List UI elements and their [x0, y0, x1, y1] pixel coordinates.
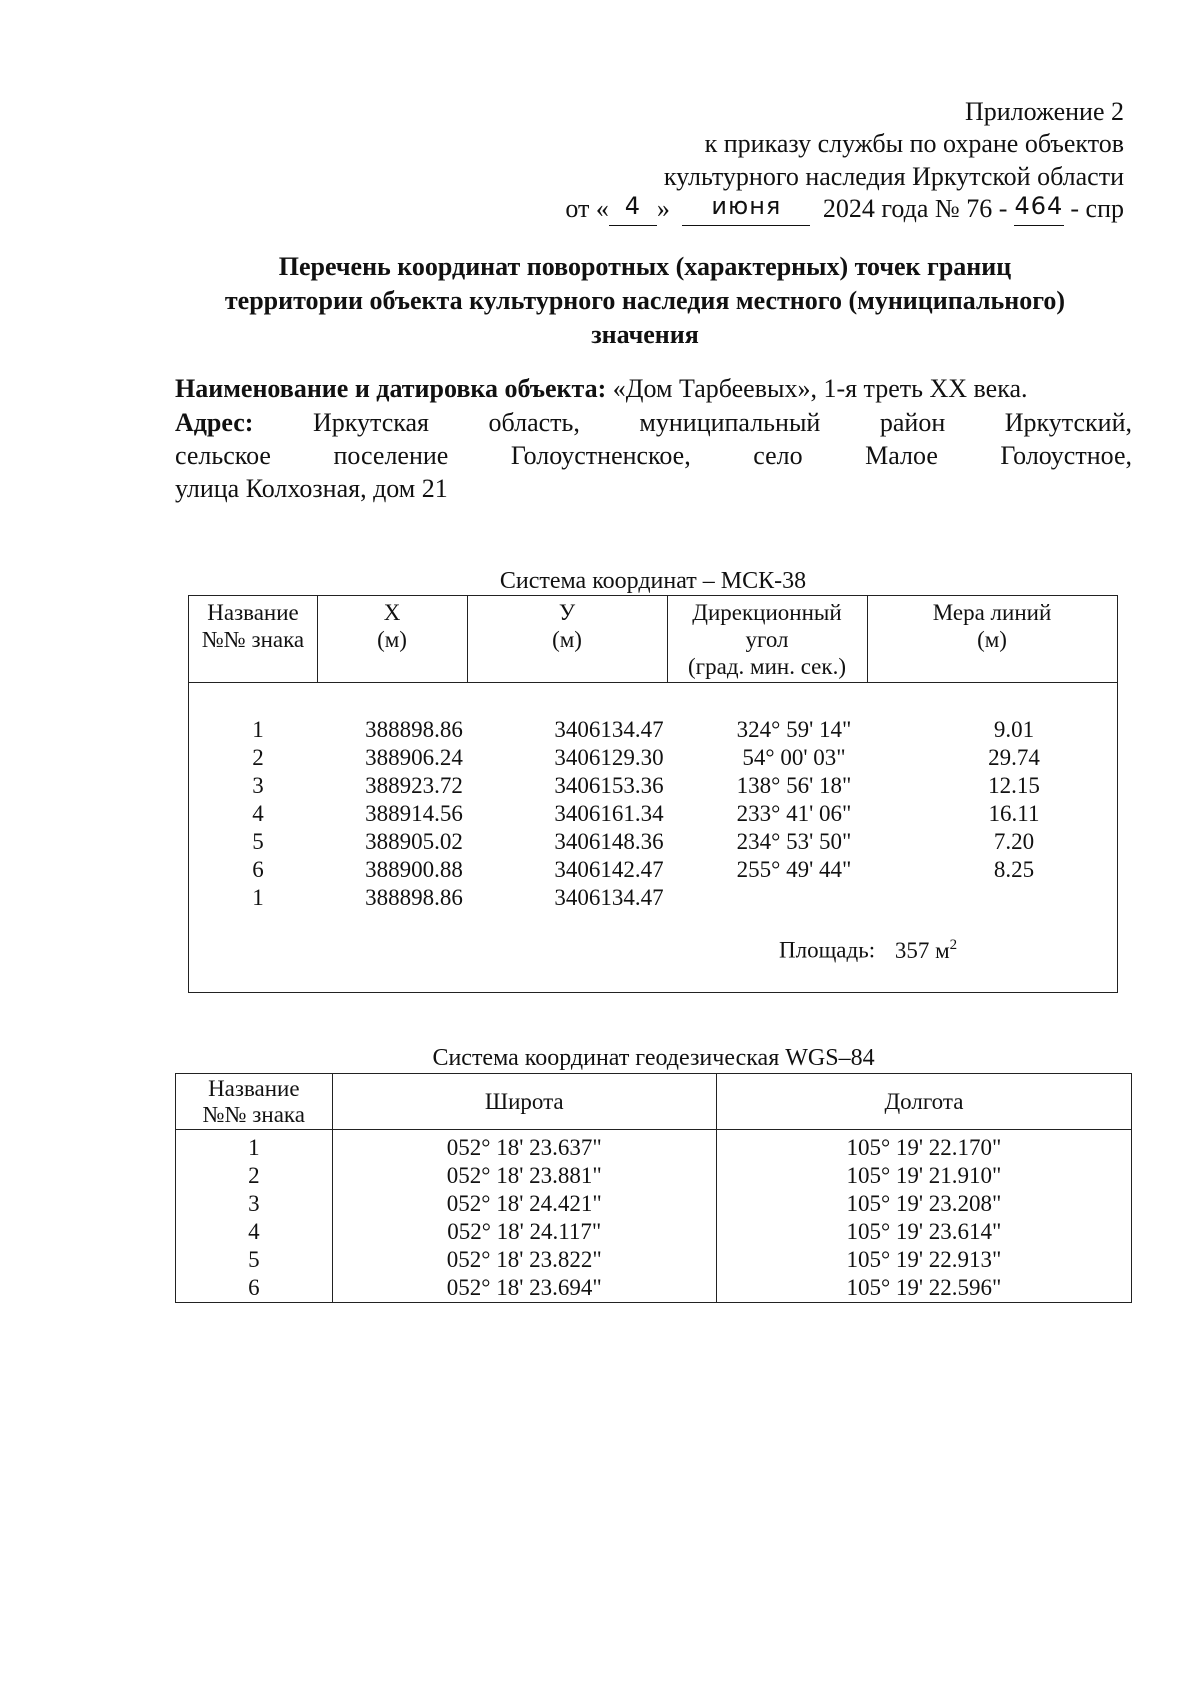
table-row — [189, 884, 1117, 912]
cell-latitude: 052° 18' 23.637" — [332, 1130, 716, 1163]
cell-latitude: 052° 18' 24.117" — [332, 1218, 716, 1246]
address-label: Адрес: — [175, 408, 254, 437]
cell-y: 3406142.47 — [554, 857, 664, 882]
address-word: Иркутский, — [1004, 408, 1132, 437]
cell-angle: 54° 00' 03" — [742, 745, 846, 770]
address-line-2 — [175, 439, 1132, 472]
table-row — [176, 1218, 1132, 1246]
cell-length: 9.01 — [993, 717, 1035, 742]
address-line-3: улица Колхозная, дом 21 — [175, 474, 448, 503]
msk38-coordinates-table — [188, 595, 1118, 993]
cell-num: 1 — [252, 885, 264, 910]
cell-y: 3406129.30 — [554, 745, 664, 770]
quote-close: » — [656, 194, 670, 223]
table1-caption: Система координат – МСК-38 — [499, 568, 807, 594]
cell-latitude: 052° 18' 23.822" — [332, 1246, 716, 1274]
table-row — [176, 1130, 1132, 1163]
cell-longitude: 105° 19' 22.170" — [716, 1130, 1131, 1163]
cell-y: 3406134.47 — [554, 717, 664, 742]
cell-x: 388914.56 — [365, 801, 463, 826]
address-word: район — [879, 408, 946, 437]
cell-longitude: 105° 19' 23.208" — [716, 1190, 1131, 1218]
cell-longitude: 105° 19' 22.913" — [716, 1246, 1131, 1274]
address-word: село — [753, 441, 803, 470]
title-line-3: значения — [591, 320, 699, 349]
cell-num: 6 — [176, 1274, 333, 1303]
header-latitude: Широта — [332, 1074, 716, 1130]
address-word: муниципальный — [639, 408, 821, 437]
header-num-line: №№ знака — [201, 627, 305, 652]
cell-angle: 255° 49' 44" — [736, 857, 852, 882]
header-angle-line: (град. мин. сек.) — [688, 654, 846, 679]
header-longitude: Долгота — [716, 1074, 1131, 1130]
object-name-paragraph — [175, 372, 1132, 405]
cell-y: 3406148.36 — [554, 829, 664, 854]
cell-num: 2 — [176, 1162, 333, 1190]
address-word: сельское — [175, 441, 271, 470]
from-prefix: от « — [565, 194, 609, 223]
month-field — [682, 193, 810, 226]
header-num — [189, 596, 317, 682]
title-line-1: Перечень координат поворотных (характерных) точек границ — [278, 252, 1012, 281]
cell-x: 388906.24 — [365, 745, 463, 770]
table-row — [189, 828, 1117, 856]
day-handwritten: 4 — [624, 192, 641, 220]
document-title — [160, 250, 1130, 352]
cell-y: 3406134.47 — [554, 885, 664, 910]
cell-num: 1 — [176, 1130, 333, 1163]
header-y-line: У — [558, 600, 576, 625]
table-row — [189, 716, 1117, 744]
area-value: 357 м — [894, 937, 950, 963]
cell-angle: 234° 53' 50" — [736, 829, 852, 854]
area-summary — [779, 931, 957, 965]
cell-longitude: 105° 19' 21.910" — [716, 1162, 1131, 1190]
year-text: 2024 года № 76 - — [822, 194, 1008, 223]
address-word: Голоустненское, — [510, 441, 691, 470]
table-row — [189, 744, 1117, 772]
title-line-2: территории объекта культурного наследия местного (муниципального) — [224, 286, 1066, 315]
cell-longitude: 105° 19' 22.596" — [716, 1274, 1131, 1303]
address-word: Малое — [865, 441, 938, 470]
header-angle — [667, 596, 867, 682]
number-field — [1014, 193, 1064, 226]
order-authority: культурного наследия Иркутской области — [663, 162, 1124, 191]
cell-x: 388923.72 — [365, 773, 463, 798]
address-paragraph — [175, 406, 1132, 505]
header-num-line: Название — [207, 600, 299, 625]
table2-header-row — [176, 1074, 1132, 1130]
header-length-line: (м) — [977, 627, 1007, 652]
header-length-line: Мера линий — [932, 600, 1052, 625]
order-date-line — [565, 193, 1124, 226]
object-name-label: Наименование и датировка объекта: — [175, 374, 607, 403]
cell-length: 16.11 — [988, 801, 1040, 826]
header-x-line: X — [383, 600, 401, 625]
number-suffix: - спр — [1070, 194, 1124, 223]
cell-num: 1 — [252, 717, 264, 742]
cell-latitude: 052° 18' 23.694" — [332, 1274, 716, 1303]
area-power: 2 — [949, 937, 958, 953]
table-row — [176, 1274, 1132, 1303]
cell-y: 3406161.34 — [554, 801, 664, 826]
header-y-line: (м) — [552, 627, 582, 652]
table-row — [176, 1246, 1132, 1274]
cell-num: 6 — [252, 857, 264, 882]
cell-num: 3 — [176, 1190, 333, 1218]
header-y — [467, 596, 667, 682]
address-word: Голоустное, — [1000, 441, 1132, 470]
table-row — [189, 772, 1117, 800]
cell-num: 3 — [252, 773, 264, 798]
cell-x: 388898.86 — [365, 717, 463, 742]
cell-length: 8.25 — [993, 857, 1035, 882]
table1-body — [189, 716, 1117, 912]
cell-angle: 324° 59' 14" — [736, 717, 852, 742]
cell-longitude: 105° 19' 23.614" — [716, 1218, 1131, 1246]
month-handwritten: июня — [711, 192, 782, 220]
cell-length: 12.15 — [988, 773, 1040, 798]
cell-num: 5 — [252, 829, 264, 854]
number-handwritten: 464 — [1014, 192, 1064, 220]
address-word: область, — [488, 408, 580, 437]
day-field — [609, 193, 657, 226]
header-num — [176, 1074, 333, 1130]
address-word: Иркутская — [312, 408, 429, 437]
table-row — [189, 800, 1117, 828]
header-num-line: Название — [208, 1075, 300, 1101]
cell-latitude: 052° 18' 23.881" — [332, 1162, 716, 1190]
cell-num: 4 — [252, 801, 264, 826]
header-angle-line: Дирекционный — [692, 600, 842, 625]
cell-x: 388900.88 — [365, 857, 463, 882]
table2-caption: Система координат геодезическая WGS–84 — [432, 1045, 875, 1071]
header-length — [867, 596, 1117, 682]
cell-latitude: 052° 18' 24.421" — [332, 1190, 716, 1218]
header-x — [317, 596, 467, 682]
cell-length: 29.74 — [988, 745, 1040, 770]
header-num-line: №№ знака — [202, 1101, 305, 1127]
cell-x: 388898.86 — [365, 885, 463, 910]
cell-y: 3406153.36 — [554, 773, 664, 798]
header-x-line: (м) — [377, 627, 407, 652]
cell-length: 7.20 — [993, 829, 1035, 854]
cell-angle: 233° 41' 06" — [736, 801, 852, 826]
cell-num: 4 — [176, 1218, 333, 1246]
table-row — [176, 1190, 1132, 1218]
area-label: Площадь: — [779, 937, 876, 963]
cell-angle: 138° 56' 18" — [736, 773, 852, 798]
wgs84-coordinates-table — [175, 1073, 1132, 1303]
cell-x: 388905.02 — [365, 829, 463, 854]
object-name-value: «Дом Тарбеевых», 1-я треть XX века. — [612, 374, 1028, 403]
table-row — [189, 856, 1117, 884]
cell-num: 5 — [176, 1246, 333, 1274]
cell-num: 2 — [252, 745, 264, 770]
table1-header-row — [189, 596, 1117, 683]
header-angle-line: угол — [745, 627, 789, 652]
appendix-label: Приложение 2 — [964, 97, 1124, 126]
address-word: поселение — [333, 441, 449, 470]
address-line-1 — [175, 406, 1132, 439]
order-reference: к приказу службы по охране объектов — [704, 129, 1124, 158]
table-row — [176, 1162, 1132, 1190]
